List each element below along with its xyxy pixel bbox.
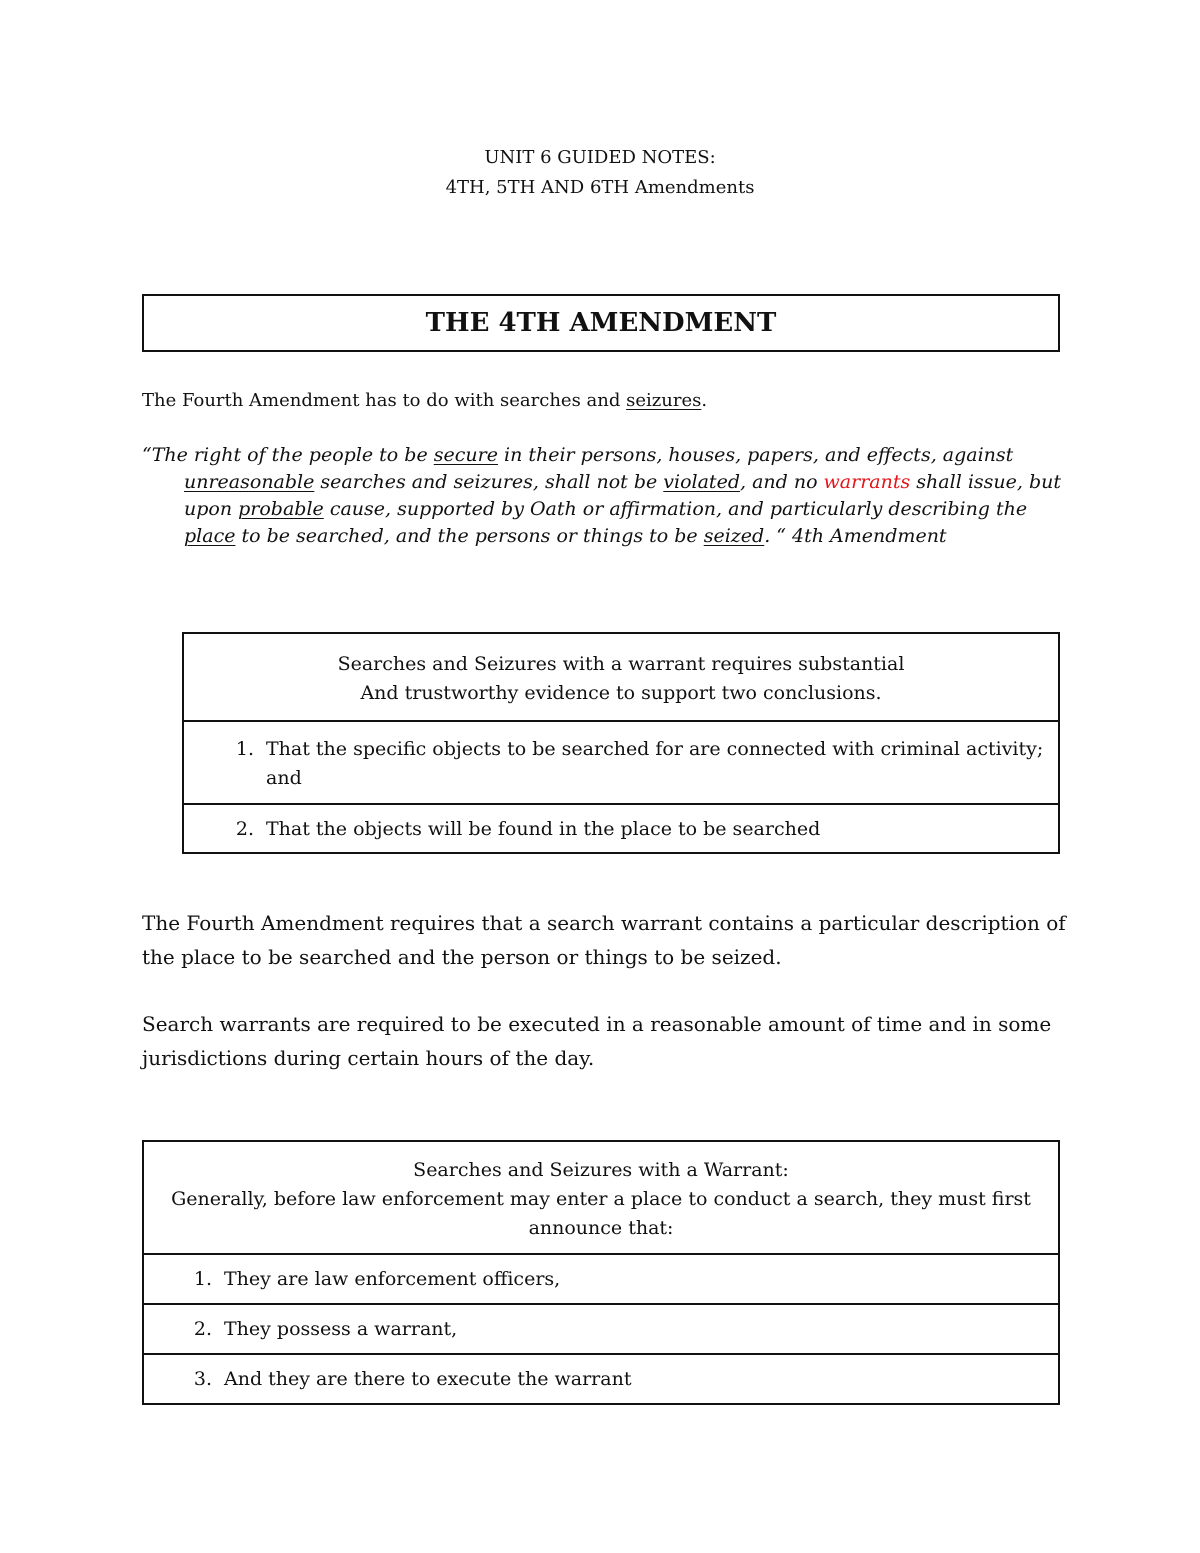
paragraph-description-requirement: The Fourth Amendment requires that a search warrant contains a particular description of the place to be searched and the person or things to be seized. (142, 911, 1066, 969)
table-row (183, 804, 1059, 853)
table-header-line: And trustworthy evidence to support two conclusions. (360, 682, 882, 704)
quote-term-probable: probable (238, 498, 324, 520)
intro-sentence (142, 388, 707, 414)
list-item-number: 1. (235, 738, 254, 760)
section-heading: THE 4TH AMENDMENT (425, 308, 777, 338)
section-heading-box (142, 294, 1060, 352)
table-cell (143, 1354, 1059, 1404)
table-cell (183, 721, 1059, 804)
list-item-number: 2. (193, 1318, 212, 1340)
warrant-evidence-table (182, 632, 1060, 854)
quote-text: . “ 4th Amendment (764, 525, 947, 547)
quote-term-unreasonable: unreasonable (184, 471, 315, 493)
list-item-number: 2. (235, 818, 254, 840)
table-row (143, 1254, 1059, 1304)
table-header-line: Searches and Seizures with a Warrant: (413, 1159, 789, 1181)
quote-text: “The right of the people to be (142, 444, 434, 466)
list-item-number: 1. (193, 1268, 212, 1290)
quote-text: , and no (739, 471, 824, 493)
table-header-cell (183, 633, 1059, 721)
knock-announce-table (142, 1140, 1060, 1405)
quote-text: to be searched, and the persons or things to be (235, 525, 704, 547)
intro-underlined-term: seizures (626, 390, 702, 411)
list-item-text: They are law enforcement officers, (224, 1268, 561, 1290)
quote-term-seized: seized (703, 525, 765, 547)
document-header (0, 143, 1200, 203)
intro-period: . (701, 390, 708, 411)
quote-text: cause, supported by Oath or affirmation, and particularly describing the (323, 498, 1028, 520)
list-item-text: That the objects will be found in the place to be searched (266, 818, 821, 840)
list-item (182, 1315, 1048, 1344)
table-row (143, 1304, 1059, 1354)
table-header-row (143, 1141, 1059, 1254)
quote-term-warrants: warrants (823, 471, 911, 493)
list-item-text: That the specific objects to be searched for are connected with criminal activity; and (266, 738, 1044, 789)
paragraph-execution-time: Search warrants are required to be executed in a reasonable amount of time and in some jurisdictions during certain hours of the day. (142, 1012, 1052, 1070)
list-item-text: And they are there to execute the warrant (224, 1368, 632, 1390)
table-header-row (183, 633, 1059, 721)
list-item-text: They possess a warrant, (224, 1318, 458, 1340)
list-item (182, 1365, 1048, 1394)
list-item (182, 1265, 1048, 1294)
quote-text: searches and seizures, shall not be (314, 471, 664, 493)
table-cell (143, 1254, 1059, 1304)
table-row (183, 721, 1059, 804)
quote-text: in their persons, houses, papers, and effects, against (497, 444, 1014, 466)
table-row (143, 1354, 1059, 1404)
quote-term-place: place (184, 525, 236, 547)
quote-text: shall issue, but upon (184, 471, 1061, 520)
amendment-quote (142, 442, 1062, 550)
table-cell (183, 804, 1059, 853)
list-item-number: 3. (193, 1368, 212, 1390)
table-cell (143, 1304, 1059, 1354)
list-item (224, 815, 1048, 844)
quote-term-secure: secure (433, 444, 498, 466)
quote-term-violated: violated (663, 471, 740, 493)
intro-text: The Fourth Amendment has to do with searches and (142, 390, 627, 411)
list-item (224, 735, 1048, 793)
document-subtitle: 4TH, 5TH AND 6TH Amendments (445, 177, 755, 198)
table-header-line: Generally, before law enforcement may enter a place to conduct a search, they must first announce that: (171, 1188, 1031, 1239)
document-title: UNIT 6 GUIDED NOTES: (484, 147, 716, 168)
table-header-line: Searches and Seizures with a warrant requires substantial (337, 653, 905, 675)
table-header-cell (143, 1141, 1059, 1254)
